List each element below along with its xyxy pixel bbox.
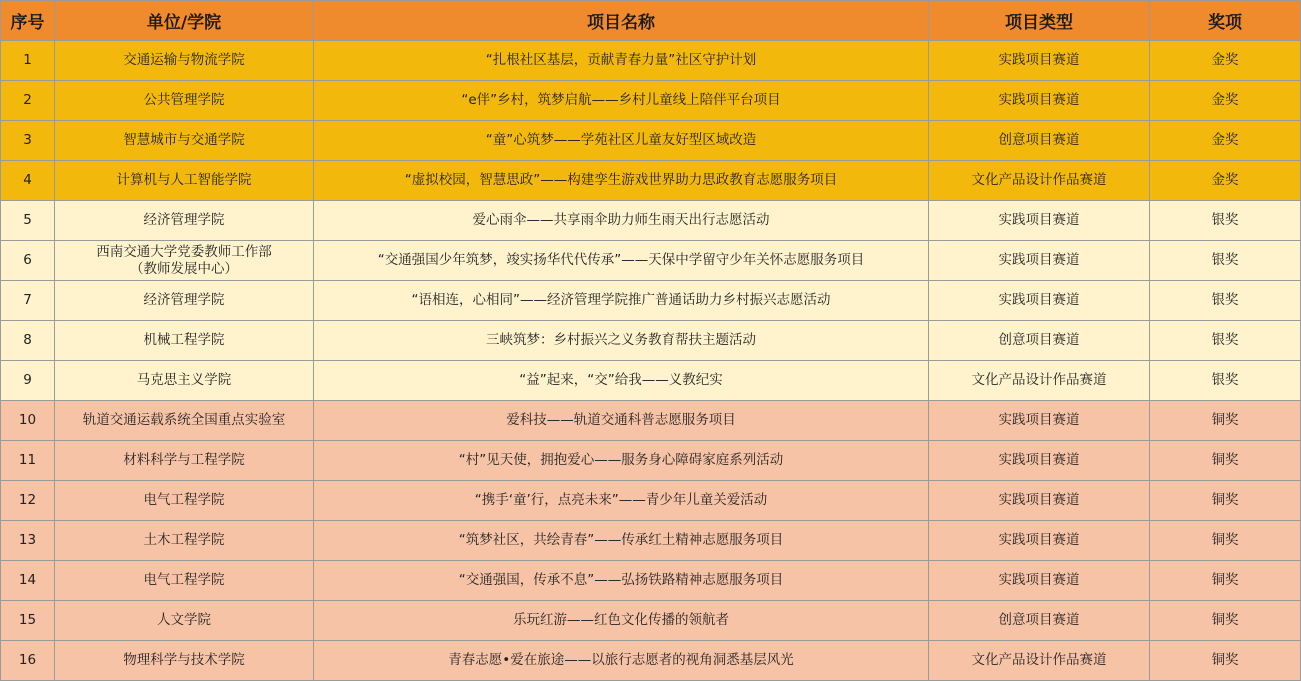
cell-award: 金奖 xyxy=(1150,161,1301,201)
table-row xyxy=(1,481,1301,521)
cell-unit xyxy=(55,361,314,401)
unit-line: 西南交通大学党委教师工作部 xyxy=(96,243,272,260)
cell-seq: 13 xyxy=(1,521,55,561)
cell-unit xyxy=(55,81,314,121)
cell-award: 金奖 xyxy=(1150,81,1301,121)
cell-unit xyxy=(55,321,314,361)
cell-seq: 3 xyxy=(1,121,55,161)
cell-project: “扎根社区基层，贡献青春力量”社区守护计划 xyxy=(314,41,929,81)
cell-seq: 1 xyxy=(1,41,55,81)
cell-type: 创意项目赛道 xyxy=(929,601,1150,641)
cell-type: 文化产品设计作品赛道 xyxy=(929,361,1150,401)
cell-project: “童”心筑梦——学苑社区儿童友好型区域改造 xyxy=(314,121,929,161)
cell-award: 铜奖 xyxy=(1150,561,1301,601)
cell-award: 铜奖 xyxy=(1150,641,1301,681)
cell-unit xyxy=(55,41,314,81)
cell-project: “村”见天使，拥抱爱心——服务身心障碍家庭系列活动 xyxy=(314,441,929,481)
cell-unit xyxy=(55,161,314,201)
unit-line: 经济管理学院 xyxy=(143,212,225,228)
cell-seq: 7 xyxy=(1,281,55,321)
table-row xyxy=(1,321,1301,361)
cell-project: 乐玩红游——红色文化传播的领航者 xyxy=(314,601,929,641)
cell-unit xyxy=(55,601,314,641)
unit-line: 智慧城市与交通学院 xyxy=(123,132,245,148)
cell-type: 文化产品设计作品赛道 xyxy=(929,641,1150,681)
cell-award: 银奖 xyxy=(1150,281,1301,321)
cell-type: 实践项目赛道 xyxy=(929,281,1150,321)
cell-type: 实践项目赛道 xyxy=(929,481,1150,521)
table-row xyxy=(1,601,1301,641)
table-row xyxy=(1,41,1301,81)
cell-type: 实践项目赛道 xyxy=(929,81,1150,121)
header-unit: 单位/学院 xyxy=(55,1,314,41)
cell-project: “e伴”乡村，筑梦启航——乡村儿童线上陪伴平台项目 xyxy=(314,81,929,121)
cell-seq: 6 xyxy=(1,241,55,281)
cell-type: 实践项目赛道 xyxy=(929,41,1150,81)
cell-project: “携手‘童’行，点亮未来”——青少年儿童关爱活动 xyxy=(314,481,929,521)
cell-unit xyxy=(55,441,314,481)
cell-unit xyxy=(55,401,314,441)
cell-project: “筑梦社区，共绘青春”——传承红土精神志愿服务项目 xyxy=(314,521,929,561)
cell-unit xyxy=(55,521,314,561)
unit-line: （教师发展中心） xyxy=(130,260,238,277)
cell-seq: 15 xyxy=(1,601,55,641)
cell-seq: 4 xyxy=(1,161,55,201)
cell-award: 铜奖 xyxy=(1150,441,1301,481)
cell-unit xyxy=(55,201,314,241)
table-row xyxy=(1,201,1301,241)
cell-project: “虚拟校园，智慧思政”——构建孪生游戏世界助力思政教育志愿服务项目 xyxy=(314,161,929,201)
cell-award: 银奖 xyxy=(1150,241,1301,281)
cell-type: 创意项目赛道 xyxy=(929,121,1150,161)
cell-seq: 8 xyxy=(1,321,55,361)
cell-type: 文化产品设计作品赛道 xyxy=(929,161,1150,201)
cell-type: 创意项目赛道 xyxy=(929,321,1150,361)
header-seq: 序号 xyxy=(1,1,55,41)
cell-project: “益”起来，“交”给我——义教纪实 xyxy=(314,361,929,401)
unit-line: 交通运输与物流学院 xyxy=(123,52,245,68)
cell-unit xyxy=(55,241,314,281)
cell-project: 爱科技——轨道交通科普志愿服务项目 xyxy=(314,401,929,441)
table-row xyxy=(1,241,1301,281)
cell-project: 三峡筑梦：乡村振兴之义务教育帮扶主题活动 xyxy=(314,321,929,361)
table-row xyxy=(1,81,1301,121)
cell-unit xyxy=(55,121,314,161)
cell-award: 银奖 xyxy=(1150,321,1301,361)
table-body xyxy=(1,41,1301,681)
table-header xyxy=(1,1,1301,41)
cell-award: 金奖 xyxy=(1150,41,1301,81)
cell-unit xyxy=(55,561,314,601)
cell-type: 实践项目赛道 xyxy=(929,241,1150,281)
table-row xyxy=(1,441,1301,481)
table-row xyxy=(1,561,1301,601)
cell-seq: 10 xyxy=(1,401,55,441)
cell-seq: 2 xyxy=(1,81,55,121)
table-row xyxy=(1,641,1301,681)
unit-line: 电气工程学院 xyxy=(143,572,225,588)
cell-project: 青春志愿•爱在旅途——以旅行志愿者的视角洞悉基层风光 xyxy=(314,641,929,681)
unit-line: 材料科学与工程学院 xyxy=(123,452,245,468)
unit-line: 电气工程学院 xyxy=(143,492,225,508)
cell-project: “交通强国少年筑梦，竣实扬华代代传承”——天保中学留守少年关怀志愿服务项目 xyxy=(314,241,929,281)
cell-seq: 12 xyxy=(1,481,55,521)
header-row xyxy=(1,1,1301,41)
cell-award: 铜奖 xyxy=(1150,521,1301,561)
cell-award: 铜奖 xyxy=(1150,481,1301,521)
table-row xyxy=(1,161,1301,201)
cell-seq: 5 xyxy=(1,201,55,241)
cell-project: “语相连，心相同”——经济管理学院推广普通话助力乡村振兴志愿活动 xyxy=(314,281,929,321)
cell-award: 银奖 xyxy=(1150,361,1301,401)
cell-project: 爱心雨伞——共享雨伞助力师生雨天出行志愿活动 xyxy=(314,201,929,241)
cell-type: 实践项目赛道 xyxy=(929,401,1150,441)
cell-seq: 16 xyxy=(1,641,55,681)
table-row xyxy=(1,361,1301,401)
unit-line: 计算机与人工智能学院 xyxy=(116,172,252,188)
cell-type: 实践项目赛道 xyxy=(929,561,1150,601)
cell-project: “交通强国，传承不息”——弘扬铁路精神志愿服务项目 xyxy=(314,561,929,601)
header-award: 奖项 xyxy=(1150,1,1301,41)
unit-line: 土木工程学院 xyxy=(143,532,225,548)
cell-unit xyxy=(55,281,314,321)
table-row xyxy=(1,401,1301,441)
cell-seq: 11 xyxy=(1,441,55,481)
unit-line: 轨道交通运载系统全国重点实验室 xyxy=(82,412,286,428)
cell-type: 实践项目赛道 xyxy=(929,521,1150,561)
cell-unit xyxy=(55,481,314,521)
unit-line: 经济管理学院 xyxy=(143,292,225,308)
table-row xyxy=(1,121,1301,161)
cell-award: 金奖 xyxy=(1150,121,1301,161)
unit-line: 马克思主义学院 xyxy=(136,372,232,388)
header-type: 项目类型 xyxy=(929,1,1150,41)
table-row xyxy=(1,521,1301,561)
cell-award: 铜奖 xyxy=(1150,401,1301,441)
unit-line: 机械工程学院 xyxy=(143,332,225,348)
table-row xyxy=(1,281,1301,321)
cell-award: 银奖 xyxy=(1150,201,1301,241)
cell-award: 铜奖 xyxy=(1150,601,1301,641)
cell-seq: 14 xyxy=(1,561,55,601)
unit-line: 物理科学与技术学院 xyxy=(123,652,245,668)
cell-seq: 9 xyxy=(1,361,55,401)
unit-line: 人文学院 xyxy=(157,612,211,628)
unit-line: 公共管理学院 xyxy=(143,92,225,108)
cell-type: 实践项目赛道 xyxy=(929,441,1150,481)
cell-unit xyxy=(55,641,314,681)
header-project: 项目名称 xyxy=(314,1,929,41)
cell-type: 实践项目赛道 xyxy=(929,201,1150,241)
